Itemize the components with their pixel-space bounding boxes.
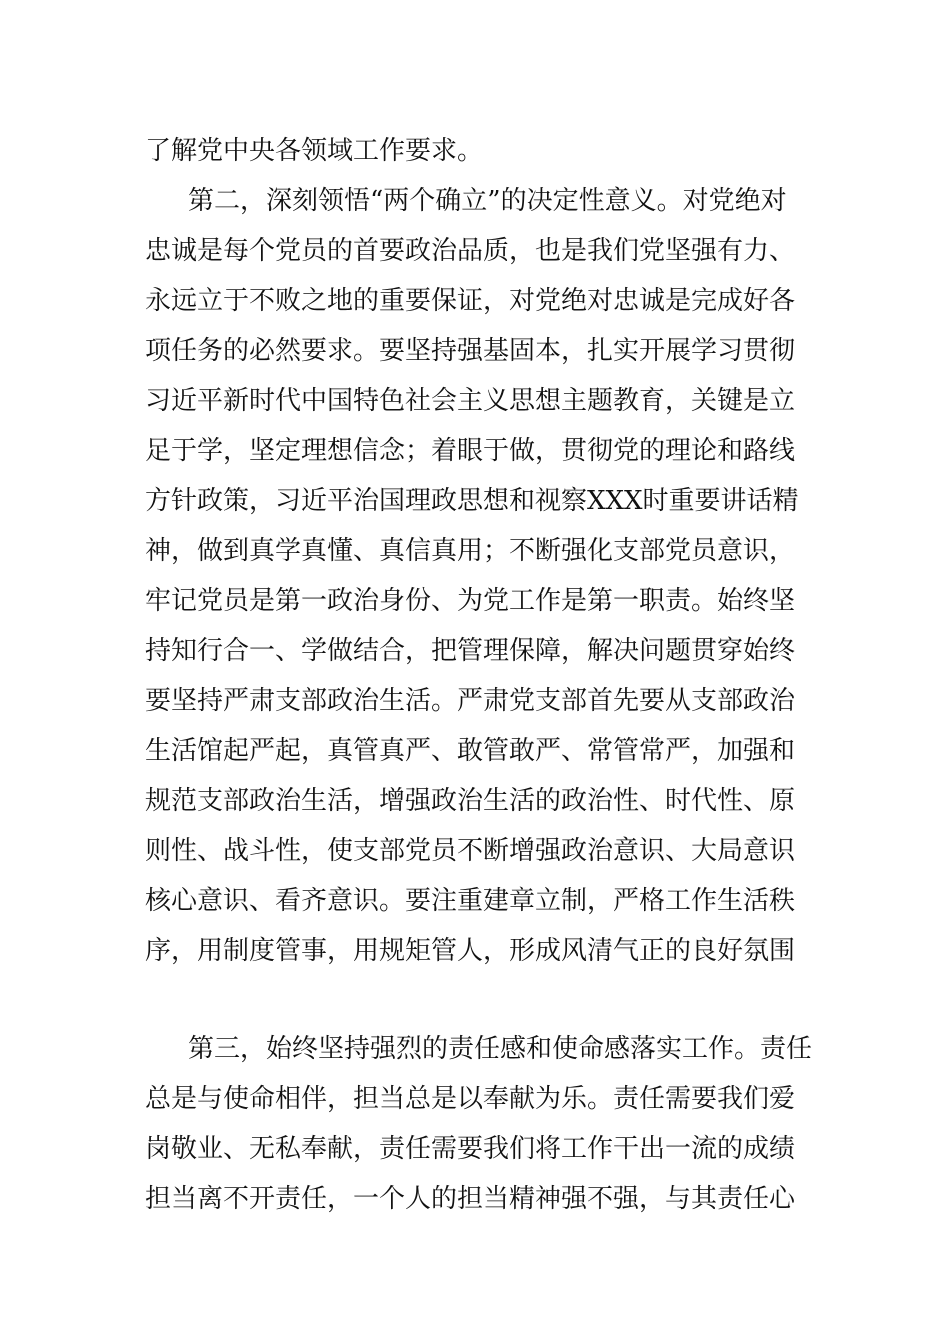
- paragraph-2-line-6: 足于学，坚定理想信念；着眼于做，贯彻党的理论和路线: [145, 436, 796, 466]
- paragraph-2-line-8: 神，做到真学真懂、真信真用；不断强化支部党员意识，: [145, 536, 796, 566]
- paragraph-2-line-16: 序，用制度管事，用规矩管人，形成风清气正的良好氛围: [145, 936, 796, 966]
- paragraph-2-line-4: 项任务的必然要求。要坚持强基固本，扎实开展学习贯彻: [145, 336, 796, 366]
- paragraph-2-line-5: 习近平新时代中国特色社会主义思想主题教育，关键是立: [145, 386, 796, 416]
- paragraph-2-line-3: 永远立于不败之地的重要保证，对党绝对忠诚是完成好各: [145, 286, 796, 316]
- paragraph-3-line-2: 总是与使命相伴，担当总是以奉献为乐。责任需要我们爱: [145, 1084, 796, 1114]
- paragraph-2-line-15: 核心意识、看齐意识。要注重建章立制，严格工作生活秩: [145, 886, 796, 916]
- paragraph-3-line-3: 岗敬业、无私奉献，责任需要我们将工作干出一流的成绩: [145, 1134, 796, 1164]
- paragraph-2-line-13: 规范支部政治生活，增强政治生活的政治性、时代性、原: [145, 786, 796, 816]
- paragraph-3-line-1: 第三，始终坚持强烈的责任感和使命感落实工作。责任: [188, 1034, 813, 1064]
- paragraph-2-line-10: 持知行合一、学做结合，把管理保障，解决问题贯穿始终: [145, 636, 796, 666]
- paragraph-3-line-4: 担当离不开责任，一个人的担当精神强不强，与其责任心: [145, 1184, 796, 1214]
- paragraph-2-line-11: 要坚持严肃支部政治生活。严肃党支部首先要从支部政治: [145, 686, 796, 716]
- paragraph-2-line-1: 第二，深刻领悟“两个确立”的决定性意义。对党绝对: [188, 186, 787, 216]
- paragraph-2-line-2: 忠诚是每个党员的首要政治品质，也是我们党坚强有力、: [145, 236, 796, 266]
- paragraph-2-line-14: 则性、战斗性，使支部党员不断增强政治意识、大局意识: [145, 836, 796, 866]
- paragraph-2-line-9: 牢记党员是第一政治身份、为党工作是第一职责。始终坚: [145, 586, 796, 616]
- paragraph-2-line-12: 生活馆起严起，真管真严、敢管敢严、常管常严，加强和: [145, 736, 796, 766]
- paragraph-2-line-7: 方针政策，习近平治国理政思想和视察XXX时重要讲话精: [145, 486, 799, 516]
- paragraph-1-line-1: 了解党中央各领域工作要求。: [145, 136, 484, 166]
